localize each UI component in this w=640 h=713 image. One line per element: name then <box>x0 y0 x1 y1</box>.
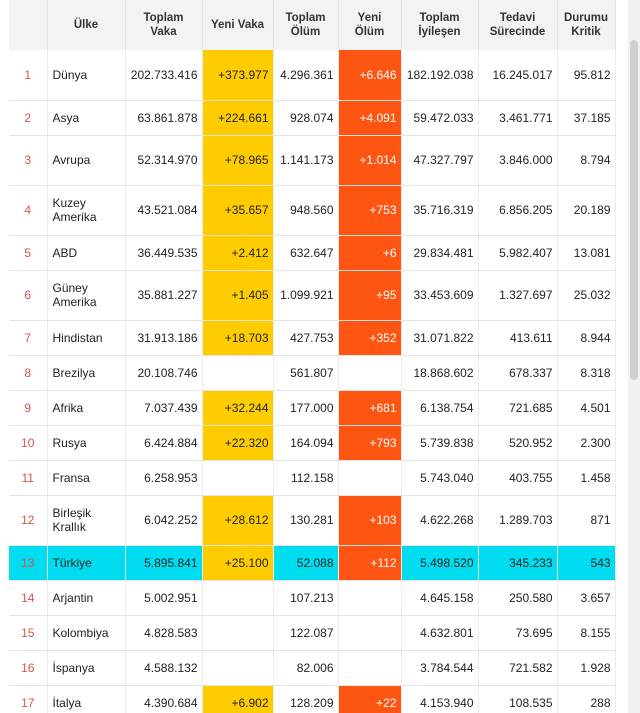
cell-country: ABD <box>47 235 125 270</box>
cell-new-deaths: +95 <box>338 270 401 320</box>
cell-total-cases: 4.588.132 <box>125 650 202 685</box>
table-row[interactable] <box>9 460 615 495</box>
vertical-scrollbar[interactable] <box>628 0 640 713</box>
cell-total-cases: 63.861.878 <box>125 100 202 135</box>
header-total-deaths[interactable]: Toplam Ölüm <box>273 0 338 50</box>
cell-total-deaths: 928.074 <box>273 100 338 135</box>
cell-active: 1.289.703 <box>478 495 557 545</box>
header-new-deaths[interactable]: Yeni Ölüm <box>338 0 401 50</box>
cell-total-recovered: 4.645.158 <box>401 580 478 615</box>
cell-country: Kolombiya <box>47 615 125 650</box>
scrollbar-thumb[interactable] <box>630 40 638 380</box>
cell-total-deaths: 130.281 <box>273 495 338 545</box>
cell-critical: 13.081 <box>557 235 615 270</box>
cell-total-cases: 4.828.583 <box>125 615 202 650</box>
cell-total-recovered: 4.153.940 <box>401 685 478 713</box>
cell-rank: 16 <box>9 650 47 685</box>
cell-new-cases <box>202 355 273 390</box>
cell-country: Fransa <box>47 460 125 495</box>
cell-new-cases: +28.612 <box>202 495 273 545</box>
cell-new-deaths: +112 <box>338 545 401 580</box>
cell-rank: 17 <box>9 685 47 713</box>
cell-total-deaths: 128.209 <box>273 685 338 713</box>
cell-critical: 37.185 <box>557 100 615 135</box>
cell-total-deaths: 164.094 <box>273 425 338 460</box>
cell-total-cases: 4.390.684 <box>125 685 202 713</box>
cell-total-cases: 31.913.186 <box>125 320 202 355</box>
cell-country: Avrupa <box>47 135 125 185</box>
cell-rank: 2 <box>9 100 47 135</box>
cell-new-deaths: +793 <box>338 425 401 460</box>
cell-total-recovered: 5.498.520 <box>401 545 478 580</box>
cell-new-deaths: +103 <box>338 495 401 545</box>
cell-active: 678.337 <box>478 355 557 390</box>
cell-country: Hindistan <box>47 320 125 355</box>
cell-new-deaths <box>338 615 401 650</box>
cell-critical: 871 <box>557 495 615 545</box>
cell-critical: 8.944 <box>557 320 615 355</box>
cell-total-deaths: 561.807 <box>273 355 338 390</box>
cell-total-deaths: 1.099.921 <box>273 270 338 320</box>
cell-new-deaths: +681 <box>338 390 401 425</box>
cell-country: Kuzey Amerika <box>47 185 125 235</box>
cell-rank: 10 <box>9 425 47 460</box>
table-row[interactable] <box>9 425 615 460</box>
cell-rank: 6 <box>9 270 47 320</box>
table-row[interactable] <box>9 650 615 685</box>
cell-country: Arjantin <box>47 580 125 615</box>
cell-total-recovered: 4.622.268 <box>401 495 478 545</box>
cell-active: 403.755 <box>478 460 557 495</box>
header-total-recovered[interactable]: Toplam İyileşen <box>401 0 478 50</box>
cell-new-deaths <box>338 650 401 685</box>
cell-critical: 4.501 <box>557 390 615 425</box>
table-row[interactable] <box>9 390 615 425</box>
cell-rank: 12 <box>9 495 47 545</box>
cell-rank: 3 <box>9 135 47 185</box>
cell-new-cases: +2.412 <box>202 235 273 270</box>
cell-active: 1.327.697 <box>478 270 557 320</box>
cell-total-recovered: 5.743.040 <box>401 460 478 495</box>
cell-total-cases: 6.424.884 <box>125 425 202 460</box>
cell-country: Brezilya <box>47 355 125 390</box>
table-row[interactable] <box>9 495 615 545</box>
cell-critical: 25.032 <box>557 270 615 320</box>
cell-rank: 5 <box>9 235 47 270</box>
cell-total-cases: 5.895.841 <box>125 545 202 580</box>
cell-rank: 7 <box>9 320 47 355</box>
cell-new-cases: +78.965 <box>202 135 273 185</box>
cell-new-deaths: +6 <box>338 235 401 270</box>
cell-new-deaths <box>338 580 401 615</box>
cell-new-cases: +32.244 <box>202 390 273 425</box>
cell-country: Afrika <box>47 390 125 425</box>
cell-active: 721.582 <box>478 650 557 685</box>
cell-new-cases: +25.100 <box>202 545 273 580</box>
cell-total-recovered: 47.327.797 <box>401 135 478 185</box>
cell-rank: 11 <box>9 460 47 495</box>
cell-active: 73.695 <box>478 615 557 650</box>
cell-new-cases <box>202 650 273 685</box>
cell-critical: 543 <box>557 545 615 580</box>
table-row[interactable] <box>9 320 615 355</box>
cell-new-deaths: +6.646 <box>338 50 401 100</box>
cell-total-cases: 43.521.084 <box>125 185 202 235</box>
cell-new-cases <box>202 580 273 615</box>
table-row[interactable] <box>9 50 615 100</box>
cell-active: 250.580 <box>478 580 557 615</box>
cell-new-cases: +224.661 <box>202 100 273 135</box>
cell-total-recovered: 35.716.319 <box>401 185 478 235</box>
cell-total-cases: 36.449.535 <box>125 235 202 270</box>
cell-total-deaths: 107.213 <box>273 580 338 615</box>
table-row[interactable] <box>9 235 615 270</box>
cell-total-recovered: 29.834.481 <box>401 235 478 270</box>
cell-new-deaths: +1.014 <box>338 135 401 185</box>
cell-critical: 95.812 <box>557 50 615 100</box>
table-row[interactable] <box>9 685 615 713</box>
cell-critical: 8.155 <box>557 615 615 650</box>
cell-total-deaths: 427.753 <box>273 320 338 355</box>
cell-rank: 15 <box>9 615 47 650</box>
cell-new-cases: +35.657 <box>202 185 273 235</box>
cell-total-cases: 52.314.970 <box>125 135 202 185</box>
cell-total-recovered: 31.071.822 <box>401 320 478 355</box>
cell-total-deaths: 4.296.361 <box>273 50 338 100</box>
cell-total-deaths: 82.006 <box>273 650 338 685</box>
cell-total-deaths: 122.087 <box>273 615 338 650</box>
cell-total-recovered: 4.632.801 <box>401 615 478 650</box>
cell-new-deaths <box>338 460 401 495</box>
cell-critical: 20.189 <box>557 185 615 235</box>
cell-new-deaths <box>338 355 401 390</box>
cell-total-recovered: 182.192.038 <box>401 50 478 100</box>
cell-total-cases: 5.002.951 <box>125 580 202 615</box>
cell-active: 5.982.407 <box>478 235 557 270</box>
cell-critical: 3.657 <box>557 580 615 615</box>
cell-total-deaths: 177.000 <box>273 390 338 425</box>
cell-new-deaths: +22 <box>338 685 401 713</box>
cell-new-cases: +1.405 <box>202 270 273 320</box>
cell-new-cases: +6.902 <box>202 685 273 713</box>
table-row[interactable] <box>9 545 615 580</box>
cell-total-recovered: 3.784.544 <box>401 650 478 685</box>
cell-new-cases <box>202 615 273 650</box>
cell-critical: 288 <box>557 685 615 713</box>
cell-rank: 1 <box>9 50 47 100</box>
cell-critical: 1.928 <box>557 650 615 685</box>
cell-total-cases: 6.258.953 <box>125 460 202 495</box>
cell-rank: 9 <box>9 390 47 425</box>
table-row[interactable] <box>9 100 615 135</box>
cell-country: Asya <box>47 100 125 135</box>
cell-total-recovered: 6.138.754 <box>401 390 478 425</box>
cell-new-cases: +22.320 <box>202 425 273 460</box>
cell-new-cases: +18.703 <box>202 320 273 355</box>
table-row[interactable] <box>9 580 615 615</box>
cell-new-deaths: +4.091 <box>338 100 401 135</box>
cell-total-deaths: 632.647 <box>273 235 338 270</box>
cell-rank: 13 <box>9 545 47 580</box>
cell-country: Güney Amerika <box>47 270 125 320</box>
cell-country: Türkiye <box>47 545 125 580</box>
cell-total-recovered: 5.739.838 <box>401 425 478 460</box>
cell-total-cases: 202.733.416 <box>125 50 202 100</box>
cell-active: 3.461.771 <box>478 100 557 135</box>
cell-total-deaths: 1.141.173 <box>273 135 338 185</box>
table-row[interactable] <box>9 185 615 235</box>
cell-active: 721.685 <box>478 390 557 425</box>
header-country[interactable]: Ülke <box>47 0 125 50</box>
cell-new-cases: +373.977 <box>202 50 273 100</box>
cell-total-cases: 7.037.439 <box>125 390 202 425</box>
table-header-row <box>9 0 615 50</box>
cell-active: 108.535 <box>478 685 557 713</box>
cell-new-cases <box>202 460 273 495</box>
cell-new-deaths: +352 <box>338 320 401 355</box>
cell-active: 345.233 <box>478 545 557 580</box>
cell-country: Dünya <box>47 50 125 100</box>
cell-critical: 8.794 <box>557 135 615 185</box>
cell-critical: 8.318 <box>557 355 615 390</box>
cell-active: 520.952 <box>478 425 557 460</box>
cell-total-recovered: 33.453.609 <box>401 270 478 320</box>
table-body <box>9 50 615 713</box>
cell-active: 16.245.017 <box>478 50 557 100</box>
covid-stats-table-container <box>9 0 629 713</box>
cell-country: Rusya <box>47 425 125 460</box>
cell-total-deaths: 948.560 <box>273 185 338 235</box>
table-row[interactable] <box>9 270 615 320</box>
cell-total-cases: 20.108.746 <box>125 355 202 390</box>
cell-total-recovered: 59.472.033 <box>401 100 478 135</box>
cell-rank: 14 <box>9 580 47 615</box>
cell-country: Birleşik Krallık <box>47 495 125 545</box>
header-new-cases[interactable]: Yeni Vaka <box>202 0 273 50</box>
cell-active: 3.846.000 <box>478 135 557 185</box>
cell-total-cases: 35.881.227 <box>125 270 202 320</box>
cell-active: 413.611 <box>478 320 557 355</box>
header-total-cases[interactable]: Toplam Vaka <box>125 0 202 50</box>
cell-total-cases: 6.042.252 <box>125 495 202 545</box>
cell-total-deaths: 52.088 <box>273 545 338 580</box>
cell-critical: 1.458 <box>557 460 615 495</box>
table-row[interactable] <box>9 135 615 185</box>
cell-total-deaths: 112.158 <box>273 460 338 495</box>
cell-new-deaths: +753 <box>338 185 401 235</box>
cell-total-recovered: 18.868.602 <box>401 355 478 390</box>
cell-rank: 4 <box>9 185 47 235</box>
cell-rank: 8 <box>9 355 47 390</box>
table-row[interactable] <box>9 615 615 650</box>
cell-critical: 2.300 <box>557 425 615 460</box>
table-row[interactable] <box>9 355 615 390</box>
header-rank <box>9 0 47 50</box>
cell-active: 6.856.205 <box>478 185 557 235</box>
covid-stats-table <box>9 0 616 713</box>
cell-country: İtalya <box>47 685 125 713</box>
header-active[interactable]: Tedavi Sürecinde <box>478 0 557 50</box>
header-critical[interactable]: Durumu Kritik <box>557 0 615 50</box>
cell-country: İspanya <box>47 650 125 685</box>
